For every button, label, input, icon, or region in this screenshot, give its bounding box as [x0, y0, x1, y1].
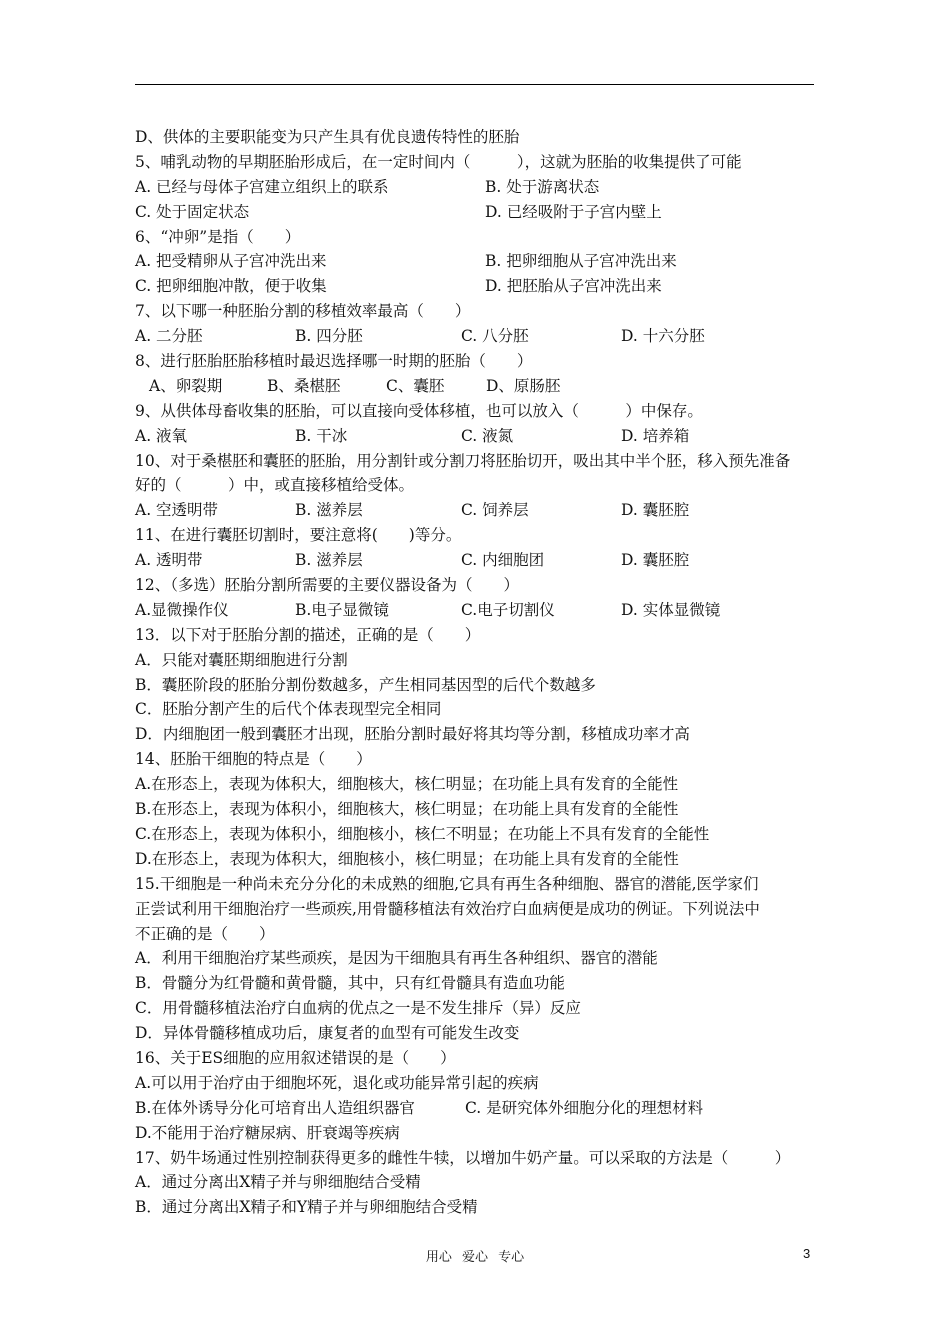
option-row	[135, 548, 814, 573]
text-line: 不正确的是（ ）	[135, 924, 275, 943]
answer-option: A. 液氧	[135, 426, 188, 445]
answer-option: C. 饲养层	[461, 501, 529, 520]
text-line: 17、奶牛场通过性别控制获得更多的雌性牛犊，以增加牛奶产量。可以采取的方法是（ ）	[135, 1148, 791, 1167]
answer-option: D. 培养箱	[621, 426, 690, 445]
option-row	[135, 274, 814, 299]
text-line: D．内细胞团一般到囊胚才出现，胚胎分割时最好将其均等分割，移植成功率才高	[135, 725, 690, 744]
answer-option: B. 滋养层	[295, 501, 363, 520]
answer-option: C. 是研究体外细胞分化的理想材料	[465, 1098, 704, 1117]
text-line: B．骨髓分为红骨髓和黄骨髓，其中，只有红骨髓具有造血功能	[135, 974, 565, 993]
text-line: A．利用干细胞治疗某些顽疾，是因为干细胞具有再生各种组织、器官的潜能	[135, 949, 658, 968]
answer-option: D、原肠胚	[486, 376, 561, 395]
option-row	[135, 249, 814, 274]
option-row	[135, 598, 814, 623]
text-line: 9、从供体母畜收集的胚胎，可以直接向受体移植，也可以放入（ ）中保存。	[135, 401, 703, 420]
answer-option: B. 干冰	[295, 426, 348, 445]
text-line: 正尝试利用干细胞治疗一些顽疾,用骨髓移植法有效治疗白血病便是成功的例证。下列说法中	[135, 899, 760, 918]
answer-option: B. 滋养层	[295, 551, 363, 570]
answer-option: D. 囊胚腔	[621, 501, 690, 520]
text-line: 14、胚胎干细胞的特点是（ ）	[135, 750, 372, 769]
text-line: 8、进行胚胎胚胎移植时最迟选择哪一时期的胚胎（ ）	[135, 352, 533, 371]
text-line: 好的（ ）中，或直接移植给受体。	[135, 476, 415, 495]
answer-option: D. 囊胚腔	[621, 551, 690, 570]
text-line: B．通过分离出X精子和Y精子并与卵细胞结合受精	[135, 1198, 478, 1217]
text-line: A.可以用于治疗由于细胞坏死，退化或功能异常引起的疾病	[135, 1073, 539, 1092]
option-row	[135, 498, 814, 523]
answer-option: A、卵裂期	[149, 376, 223, 395]
answer-option: D. 已经吸附于子宫内壁上	[485, 202, 662, 221]
text-line: 5、哺乳动物的早期胚胎形成后，在一定时间内（ ），这就为胚胎的收集提供了可能	[135, 152, 742, 171]
text-line: 11、在进行囊胚切割时，要注意将( )等分。	[135, 526, 462, 545]
text-line: A．只能对囊胚期细胞进行分割	[135, 650, 348, 669]
option-row	[135, 175, 814, 200]
text-line: B.在形态上，表现为体积小，细胞核大，核仁明显；在功能上具有发育的全能性	[135, 800, 679, 819]
text-line: 16、关于ES细胞的应用叙述错误的是（ ）	[135, 1048, 456, 1067]
text-line: 13．以下对于胚胎分割的描述，正确的是（ ）	[135, 625, 481, 644]
answer-option: C. 处于固定状态	[135, 202, 250, 221]
text-line: 7、以下哪一种胚胎分割的移植效率最高（ ）	[135, 302, 471, 321]
answer-option: C、囊胚	[386, 376, 445, 395]
answer-option: C. 内细胞团	[461, 551, 545, 570]
text-line: 15.干细胞是一种尚未充分分化的未成熟的细胞,它具有再生各种细胞、器官的潜能,医学家们	[135, 874, 759, 893]
answer-option: C. 液氮	[461, 426, 514, 445]
text-line: D.在形态上，表现为体积大，细胞核小，核仁明显；在功能上具有发育的全能性	[135, 849, 679, 868]
answer-option: D. 十六分胚	[621, 327, 705, 346]
header-rule	[135, 84, 814, 85]
answer-option: B. 把卵细胞从子宫冲洗出来	[485, 252, 677, 271]
answer-option: B. 处于游离状态	[485, 177, 600, 196]
text-line: A.在形态上，表现为体积大，细胞核大，核仁明显；在功能上具有发育的全能性	[135, 775, 679, 794]
text-line: D、供体的主要职能变为只产生具有优良遗传特性的胚胎	[135, 128, 520, 146]
answer-option: A. 把受精卵从子宫冲洗出来	[135, 252, 327, 271]
page-number: 3	[803, 1246, 811, 1261]
answer-option: C.电子切割仪	[461, 600, 555, 619]
text-line: C．胚胎分割产生的后代个体表现型完全相同	[135, 700, 442, 719]
answer-option: A.显微操作仪	[135, 600, 229, 619]
text-line: 6、“冲卵”是指（ ）	[135, 227, 301, 246]
answer-option: B.电子显微镜	[295, 600, 389, 619]
text-line: B．囊胚阶段的胚胎分割份数越多，产生相同基因型的后代个数越多	[135, 675, 596, 694]
text-line: D.不能用于治疗糖尿病、肝衰竭等疾病	[135, 1123, 400, 1142]
text-line: D．异体骨髓移植成功后，康复者的血型有可能发生改变	[135, 1024, 520, 1043]
answer-option: D. 实体显微镜	[621, 600, 721, 619]
answer-option: B.在体外诱导分化可培育出人造组织器官	[135, 1098, 415, 1117]
answer-option: A. 二分胚	[135, 327, 203, 346]
text-line: 12、（多选）胚胎分割所需要的主要仪器设备为（ ）	[135, 576, 519, 595]
footer-motto: 用心 爱心 专心	[425, 1250, 525, 1265]
answer-option: B. 四分胚	[295, 327, 363, 346]
text-line: 10、对于桑椹胚和囊胚的胚胎，用分割针或分割刀将胚胎切开，吸出其中半个胚，移入预先准备	[135, 451, 791, 470]
answer-option: A. 空透明带	[135, 501, 219, 520]
text-line: C．用骨髓移植法治疗白血病的优点之一是不发生排斥（异）反应	[135, 999, 581, 1018]
text-line: C.在形态上，表现为体积小，细胞核小，核仁不明显；在功能上不具有发育的全能性	[135, 824, 710, 843]
answer-option: C. 八分胚	[461, 327, 529, 346]
question-body	[135, 125, 814, 1220]
answer-option: B、桑椹胚	[267, 376, 341, 395]
option-row	[135, 200, 814, 225]
text-line: A．通过分离出X精子并与卵细胞结合受精	[135, 1173, 421, 1192]
answer-option: A. 已经与母体子宫建立组织上的联系	[135, 177, 389, 196]
option-row	[135, 324, 814, 349]
answer-option: C. 把卵细胞冲散，便于收集	[135, 277, 327, 296]
option-row	[135, 1096, 814, 1121]
option-row	[135, 374, 814, 399]
answer-option: A. 透明带	[135, 551, 203, 570]
answer-option: D. 把胚胎从子宫冲洗出来	[485, 277, 662, 296]
option-row	[135, 424, 814, 449]
